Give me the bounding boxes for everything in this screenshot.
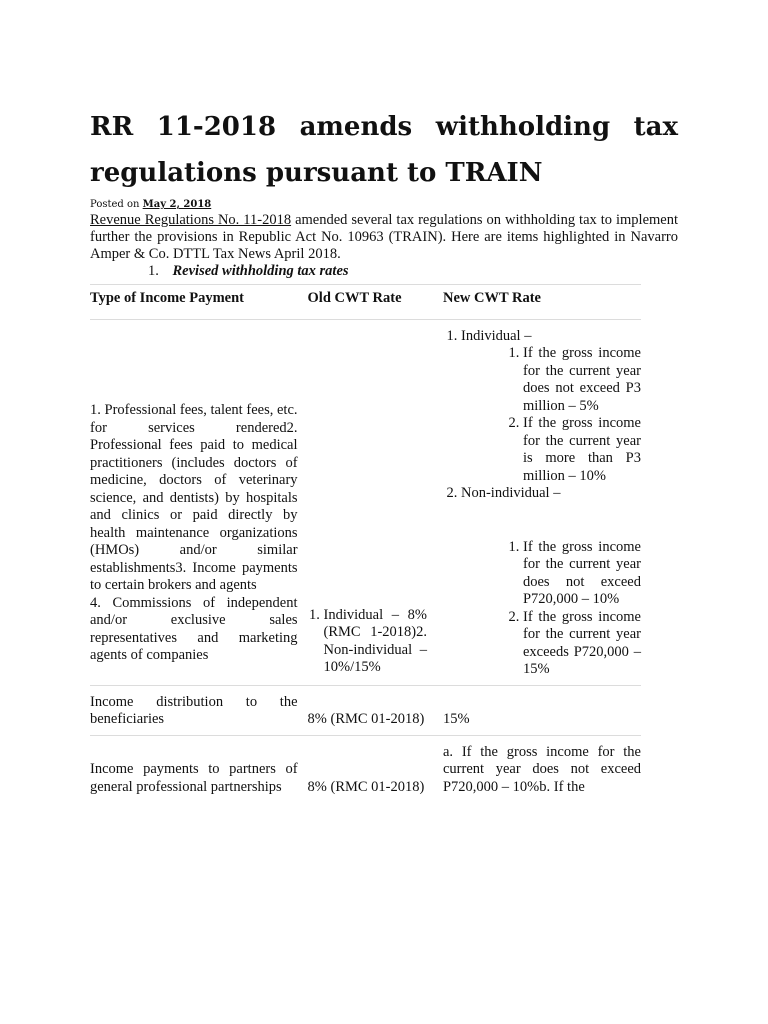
posted-label: Posted on (90, 199, 140, 210)
table-row (90, 685, 641, 735)
type-text-b: 4. Commissions of independent and/or exclusive sales representatives and marketing agents of companies (90, 594, 298, 663)
article (90, 0, 678, 802)
individual-sublist (501, 345, 641, 485)
new-rate-individual: 1. Individual – 1. If the gross income for the current year does not exceed P3 million – 5% 2. If the gross income for the current year is more than P3 million – 10% (461, 328, 641, 486)
old-rate-item: 1. Individual – 8% (RMC 1-2018)2. Non-individual – 10%/15% (324, 607, 427, 677)
header-old-rate: Old CWT Rate (308, 285, 443, 320)
list-item: 1. If the gross income for the current year does not exceed P3 million – 5% (523, 345, 641, 415)
list-item: 1. If the gross income for the current year does not exceed P720,000 – 10% (523, 539, 641, 609)
cell-type (90, 319, 308, 685)
nonindividual-sublist (501, 539, 641, 679)
cell-old-rate: 8% (RMC 01-2018) (308, 685, 443, 735)
new-rate-nonindividual: 2. Non-individual – 1. If the gross income for the current year does not exceed P720,000 – 10% 2. If the gross income for the current year exceeds P720,000 – 15% (461, 485, 641, 679)
intro-paragraph (90, 212, 678, 263)
table-row (90, 735, 641, 802)
list-heading (148, 263, 678, 280)
cell-new-rate: a. If the gross income for the current year does not exceed P720,000 – 10%b. If the (443, 735, 641, 802)
header-new-rate: New CWT Rate (443, 285, 641, 320)
cell-new-rate: 15% (443, 685, 641, 735)
list-item: 2. If the gross income for the current year is more than P3 million – 10% (523, 415, 641, 485)
posted-date-link[interactable]: May 2, 2018 (142, 199, 212, 210)
table-header-row (90, 285, 641, 320)
spacer (461, 503, 641, 539)
regulation-link[interactable]: Revenue Regulations No. 11-2018 (90, 212, 292, 228)
cell-type: Income distribution to the beneficiaries (90, 685, 308, 735)
list-number: 1. (148, 263, 159, 279)
new-rate-list (443, 328, 641, 679)
intro-text: amended several tax regulations on withholding tax to implement further the provisions in Republic Act No. 10963 (TRAIN). Here are items highlighted in Navarro Amper & Co. DTTL Tax News April 2018. (90, 212, 679, 262)
cell-old-rate (308, 319, 443, 685)
cell-type: Income payments to partners of general professional partnerships (90, 735, 308, 802)
type-text-a: 1. Professional fees, talent fees, etc. for services rendered2. Professional fees paid to medical practitioners (includes doctors of medicine, doctors of veterinary science, and dentists) by hospitals and clinics or paid directly by health maintenance organizations (HMOs) and/or similar establishments3. Income payments to certain brokers and agents (90, 402, 298, 593)
cell-new-rate (443, 319, 641, 685)
old-rate-list (308, 607, 427, 677)
posted-line (90, 198, 678, 212)
cell-old-rate: 8% (RMC 01-2018) (308, 735, 443, 802)
table-row (90, 319, 641, 685)
list-heading-text: Revised withholding tax rates (172, 263, 349, 279)
article-title: RR 11-2018 amends withholding tax regulations pursuant to TRAIN (90, 112, 678, 188)
header-type: Type of Income Payment (90, 285, 308, 320)
tax-rates-table (90, 284, 641, 802)
list-item: 2. If the gross income for the current year exceeds P720,000 – 15% (523, 609, 641, 679)
